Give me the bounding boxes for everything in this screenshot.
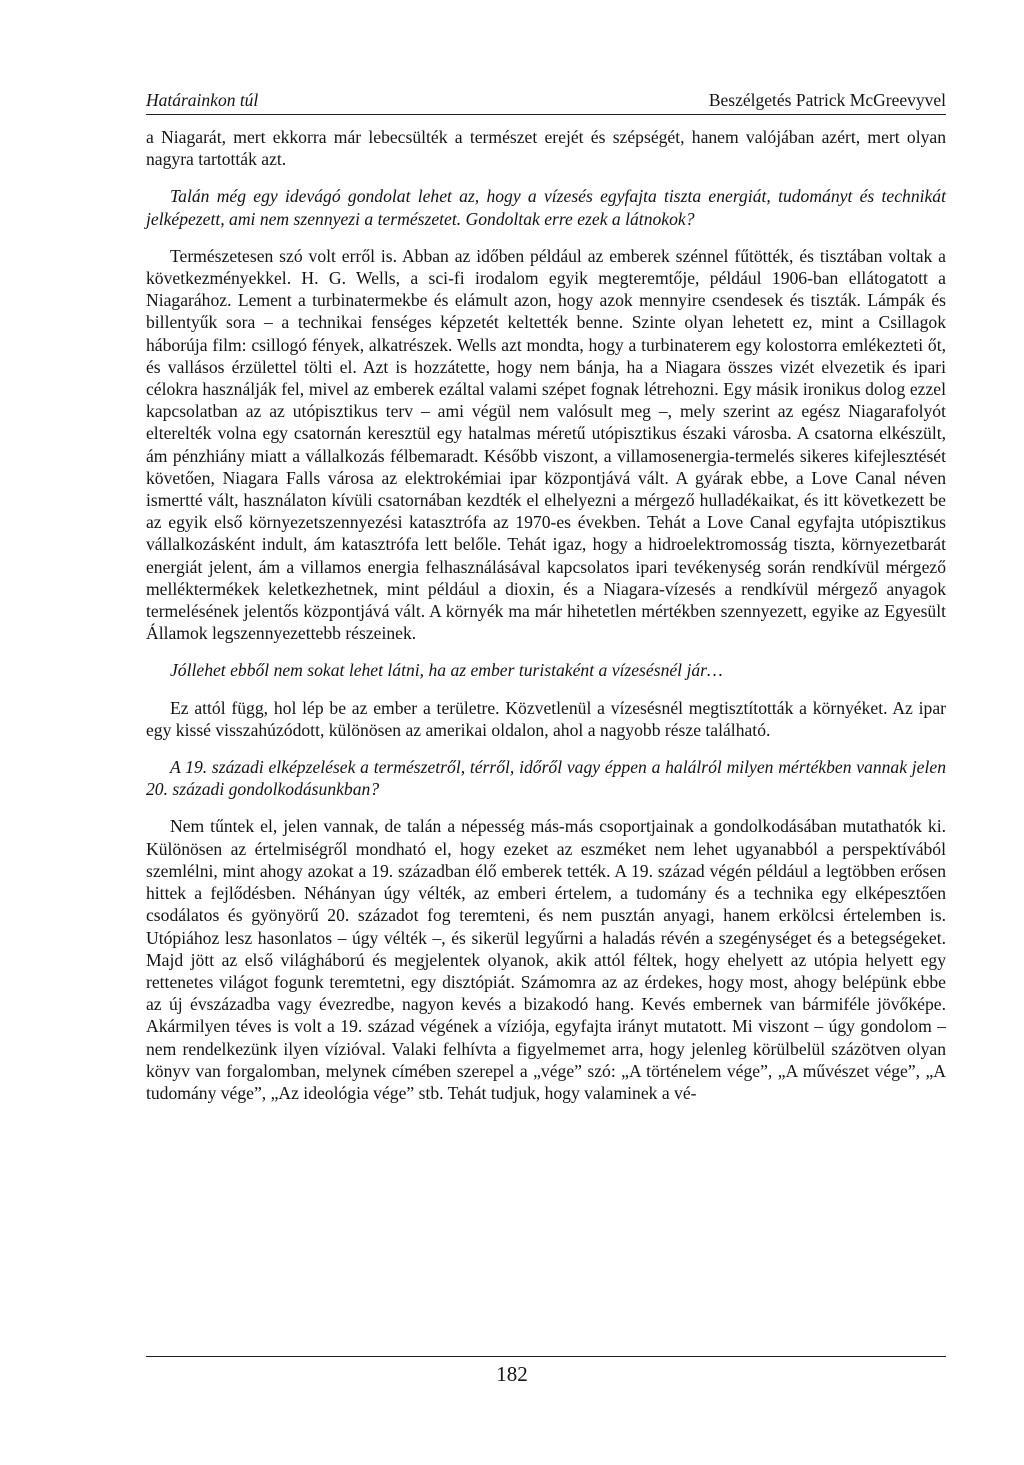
footer-rule	[146, 1356, 946, 1357]
interview-answer: Természetesen szó volt erről is. Abban az időben például az emberek szénnel fűtötték, és tisztában voltak a következményekkel. H. G. Wells, a sci-fi irodalom egyik megteremtője, például 1906-ban ellátogatott a Niagarához. Lement a turbinatermekbe és elámult azon, hogy azok mennyire csendesek és tiszták. Lámpák és billentyűk sora – a technikai fenséges képzetét keltették benne. Szinte olyan lehetett ez, mint a Csillagok háborúja film: csillogó fények, alkatrészek. Wells azt mondta, hogy a turbinaterem egy kolostorra emlékezteti őt, és vallásos érzülettel tölti el. Azt is hozzátette, hogy nem bánja, ha a Niagara összes vizét elvezetik és ipari célokra használják fel, mivel az emberek ezáltal valami szépet fognak létrehozni. Egy másik ironikus dolog ezzel kapcsolatban az az utópisztikus terv – ami végül nem valósult meg –, mely szerint az egész Niagarafolyót elterelték volna egy csatornán keresztül egy hatalmas méretű utópisztikus északi városba. A csatorna elkészült, ám pénzhiány miatt a vállalkozás félbemaradt. Később viszont, a villamosenergia-termelés sikeres kifejlesztését követően, Niagara Falls városa az elektrokémiai ipar központjává vált. A gyárak ebbe, a Love Canal néven ismertté vált, használaton kívüli csatornában kezdték el elhelyezni a mérgező hulladékaikat, és itt következett be az egyik első környezetszennyezési katasztrófa az 1970-es években. Tehát a Love Canal egyfajta utópisztikus vállalkozásként indult, ám katasztrófa lett belőle. Tehát igaz, hogy a hidroelektromosság tiszta, környezetbarát energiát jelent, ám a villamos energia felhasználásával kapcsolatos ipari tevékenység során rendkívül mérgező melléktermékek keletkezhetnek, mint például a dioxin, és a Niagara-vízesés a rendkívül mérgező anyagok termelésének jelentős központjává vált. A környék ma már hihetetlen mértékben szennyezett, egyike az Egyesült Államok legszennyezettebb részeinek.	[146, 245, 946, 644]
page-body	[146, 126, 946, 1104]
header-section-title: Határainkon túl	[146, 90, 259, 110]
header-article-title: Beszélgetés Patrick McGreevyvel	[708, 90, 946, 110]
interview-question: Talán még egy idevágó gondolat lehet az, hogy a vízesés egyfajta tiszta energiát, tudományt és technikát jelképezett, ami nem szennyezi a természetet. Gondoltak erre ezek a látnokok?	[146, 186, 946, 229]
running-header	[146, 88, 946, 115]
interview-question: A 19. századi elképzelések a természetről, térről, időről vagy éppen a halálról milyen mértékben vannak jelen 20. századi gondolkodásunkban?	[146, 757, 946, 800]
interview-answer: Nem tűntek el, jelen vannak, de talán a népesség más-más csoportjainak a gondolkodásában mutathatók ki. Különösen az értelmiségről mondható el, hogy ezeket az eszméket nem lehet ugyanabból a perspektívából szemlélni, mint ahogy azokat a 19. században élő emberek tették. A 19. század végén például a legtöbben erősen hittek a fejlődésben. Néhányan úgy vélték, az emberi értelem, a tudomány és a technika egy elképesztően csodálatos és gyönyörű 20. századot fog teremteni, és nem pusztán anyagi, hanem erkölcsi értelemben is. Utópiához lesz hasonlatos – úgy vélték –, és sikerül legyűrni a haladás révén a szegénységet és a betegségeket. Majd jött az első világháború és megjelentek olyanok, akik attól féltek, hogy ehelyett az utópia helyett egy rettenetes világot fogunk teremtetni, egy disztópiát. Számomra az az érdekes, hogy most, ahogy belépünk ebbe az új évszázadba vagy évezredbe, nagyon kevés a bizakodó hang. Kevés embernek van bármiféle jövőképe. Akármilyen téves is volt a 19. század végének a víziója, egyfajta irányt mutatott. Mi viszont – úgy gondolom – nem rendelkezünk ilyen vízióval. Valaki felhívta a figyelmemet arra, hogy jelenleg körülbelül százötven olyan könyv van forgalomban, melynek címében szerepel a „vége” szó: „A történelem vége”, „A művészet vége”, „A tudomány vége”, „Az ideológia vége” stb. Tehát tudjuk, hogy valaminek a vé-	[146, 816, 946, 1103]
interview-answer: Ez attól függ, hol lép be az ember a területre. Közvetlenül a vízesésnél megtisztították a környéket. Az ipar egy kissé visszahúzódott, különösen az amerikai oldalon, ahol a nagyobb része található.	[146, 697, 946, 740]
interview-question: Jóllehet ebből nem sokat lehet látni, ha az ember turistaként a vízesésnél jár…	[170, 660, 723, 681]
page-number: 182	[496, 1362, 528, 1386]
paragraph-continuation: a Niagarát, mert ekkorra már lebecsülték a természet erejét és szépségét, hanem valójában azért, mert olyan nagyra tartották azt.	[146, 127, 946, 170]
